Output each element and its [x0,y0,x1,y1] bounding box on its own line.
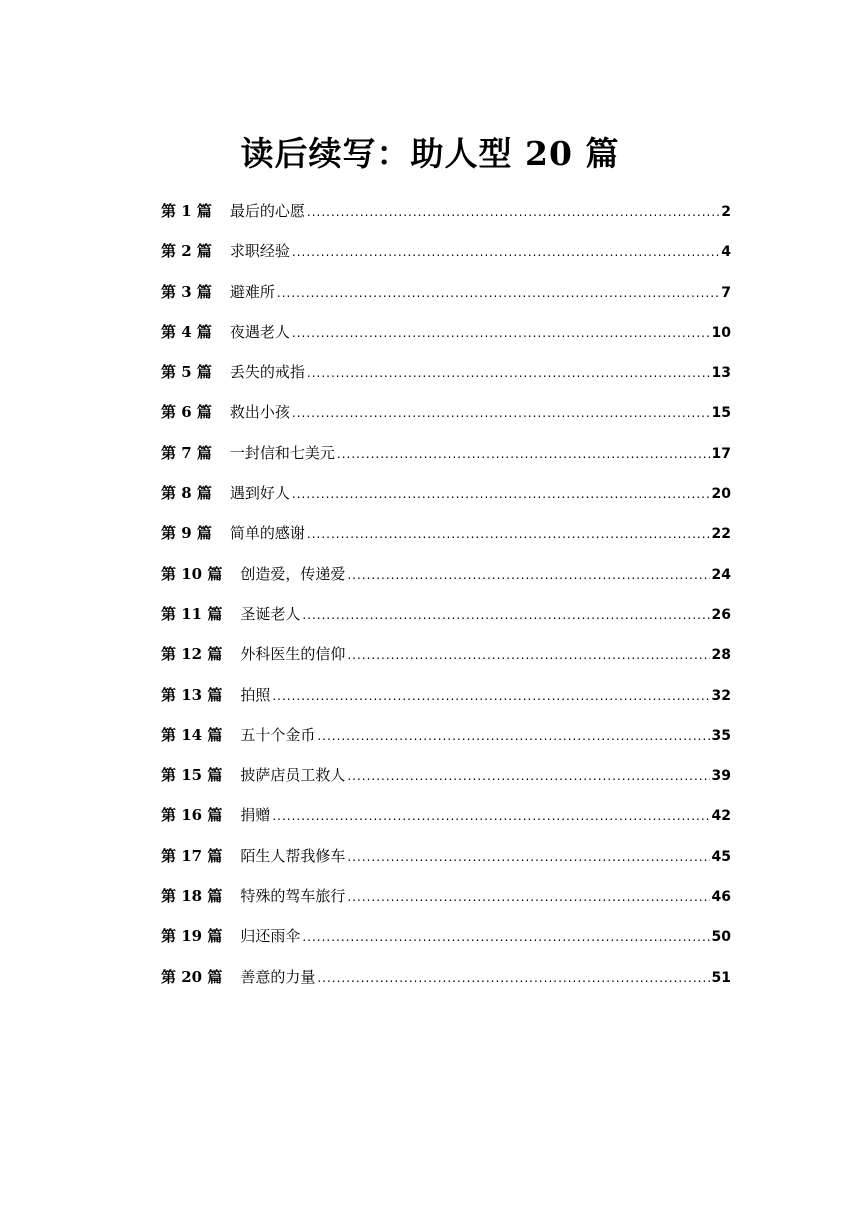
toc-entry-number: 第 5 篇 [161,363,212,382]
toc-entry-number: 第 15 篇 [161,766,223,785]
toc-entry[interactable] [161,280,731,320]
toc-entry-number: 第 7 篇 [161,443,212,462]
toc-entry-title: 最后的心愿 [229,202,305,220]
toc-page-number: 24 [711,566,731,583]
toc-dot-leader [347,563,709,587]
toc-entry-number: 第 10 篇 [161,564,223,583]
toc-entry-title: 陌生人帮我修车 [240,846,346,865]
toc-entry-title: 夜遇老人 [229,322,290,341]
toc-dot-leader [302,603,709,627]
toc-entry-number: 第 12 篇 [161,645,223,664]
toc-page-number: 26 [711,606,731,623]
toc-dot-leader [307,522,710,546]
toc-page-number: 17 [711,445,731,462]
toc-page-number: 42 [711,808,731,825]
toc-dot-leader [272,684,709,708]
toc-entry-title: 善意的力量 [240,967,316,986]
toc-dot-leader [317,966,709,990]
toc-dot-leader [307,361,710,385]
toc-dot-leader [292,321,710,345]
toc-entry-title: 圣诞老人 [240,604,301,623]
toc-entry-title: 求职经验 [229,242,290,261]
toc-entry-title: 遇到好人 [229,484,290,503]
toc-entry-title: 丢失的戒指 [229,363,305,382]
toc-dot-leader [347,885,709,909]
toc-entry-title: 避难所 [229,282,275,301]
toc-dot-leader [272,804,709,828]
toc-entry-number: 第 6 篇 [161,403,212,422]
toc-page-number: 28 [711,647,731,664]
toc-entry-title: 简单的感谢 [229,524,305,543]
toc-page-number: 2 [721,204,731,220]
toc-entry[interactable] [161,521,731,561]
toc-page-number: 20 [711,486,731,503]
toc-entry-number: 第 17 篇 [161,846,223,865]
toc-entry[interactable] [161,803,731,843]
toc-entry[interactable] [161,320,731,360]
toc-entry-title: 特殊的驾车旅行 [240,887,346,906]
toc-entry-number: 第 1 篇 [161,202,212,220]
toc-page-number: 32 [711,687,731,704]
toc-dot-leader [317,724,709,748]
toc-entry[interactable] [161,924,731,964]
toc-dot-leader [292,482,710,506]
toc-entry-title: 捐赠 [240,806,271,825]
toc-dot-leader [292,240,719,264]
toc-entry-title: 一封信和七美元 [229,443,335,462]
toc-entry[interactable] [161,763,731,803]
toc-page-number: 13 [711,365,731,382]
toc-page-number: 4 [721,244,731,261]
toc-entry-number: 第 16 篇 [161,806,223,825]
toc-dot-leader [347,764,709,788]
toc-entry-number: 第 13 篇 [161,685,223,704]
toc-dot-leader [307,200,719,224]
toc-entry[interactable] [161,441,731,481]
toc-entry-number: 第 2 篇 [161,242,212,261]
toc-entry[interactable] [161,683,731,723]
toc-page-number: 10 [711,324,731,341]
toc-entry-title: 拍照 [240,685,271,704]
toc-page-number: 51 [711,969,731,986]
toc-dot-leader [347,643,709,667]
toc-page-number: 46 [711,889,731,906]
table-of-contents [161,199,731,1005]
toc-entry-number: 第 9 篇 [161,524,212,543]
toc-entry-number: 第 20 篇 [161,967,223,986]
toc-entry[interactable] [161,965,731,1005]
toc-entry-number: 第 3 篇 [161,282,212,301]
toc-entry-number: 第 19 篇 [161,927,223,946]
toc-entry[interactable] [161,481,731,521]
toc-dot-leader [302,925,709,949]
toc-dot-leader [337,442,710,466]
toc-entry[interactable] [161,239,731,279]
toc-page-number: 35 [711,727,731,744]
page-title: 读后续写：助人型 20 篇 [240,134,620,173]
toc-dot-leader [347,845,709,869]
toc-page-number: 39 [711,768,731,785]
toc-entry-number: 第 8 篇 [161,484,212,503]
toc-entry-number: 第 11 篇 [161,604,223,623]
toc-entry[interactable] [161,400,731,440]
toc-entry-title: 救出小孩 [229,403,290,422]
toc-page-number: 7 [721,284,731,301]
toc-entry-title: 外科医生的信仰 [240,645,346,664]
toc-page-number: 50 [711,929,731,946]
toc-entry[interactable] [161,642,731,682]
toc-entry-title: 五十个金币 [240,725,316,744]
toc-entry-title: 创造爱，传递爱 [240,564,346,583]
toc-entry[interactable] [161,360,731,400]
toc-entry[interactable] [161,199,731,239]
toc-entry-number: 第 14 篇 [161,725,223,744]
toc-entry-number: 第 18 篇 [161,887,223,906]
toc-page-number: 22 [711,526,731,543]
toc-dot-leader [292,401,710,425]
toc-entry[interactable] [161,723,731,763]
toc-entry-title: 披萨店员工救人 [240,766,346,785]
toc-dot-leader [277,281,719,305]
toc-entry-title: 归还雨伞 [240,927,301,946]
toc-entry[interactable] [161,562,731,602]
toc-page-number: 15 [711,405,731,422]
toc-entry[interactable] [161,844,731,884]
toc-entry[interactable] [161,884,731,924]
toc-entry-number: 第 4 篇 [161,322,212,341]
toc-page-number: 45 [711,848,731,865]
toc-entry[interactable] [161,602,731,642]
